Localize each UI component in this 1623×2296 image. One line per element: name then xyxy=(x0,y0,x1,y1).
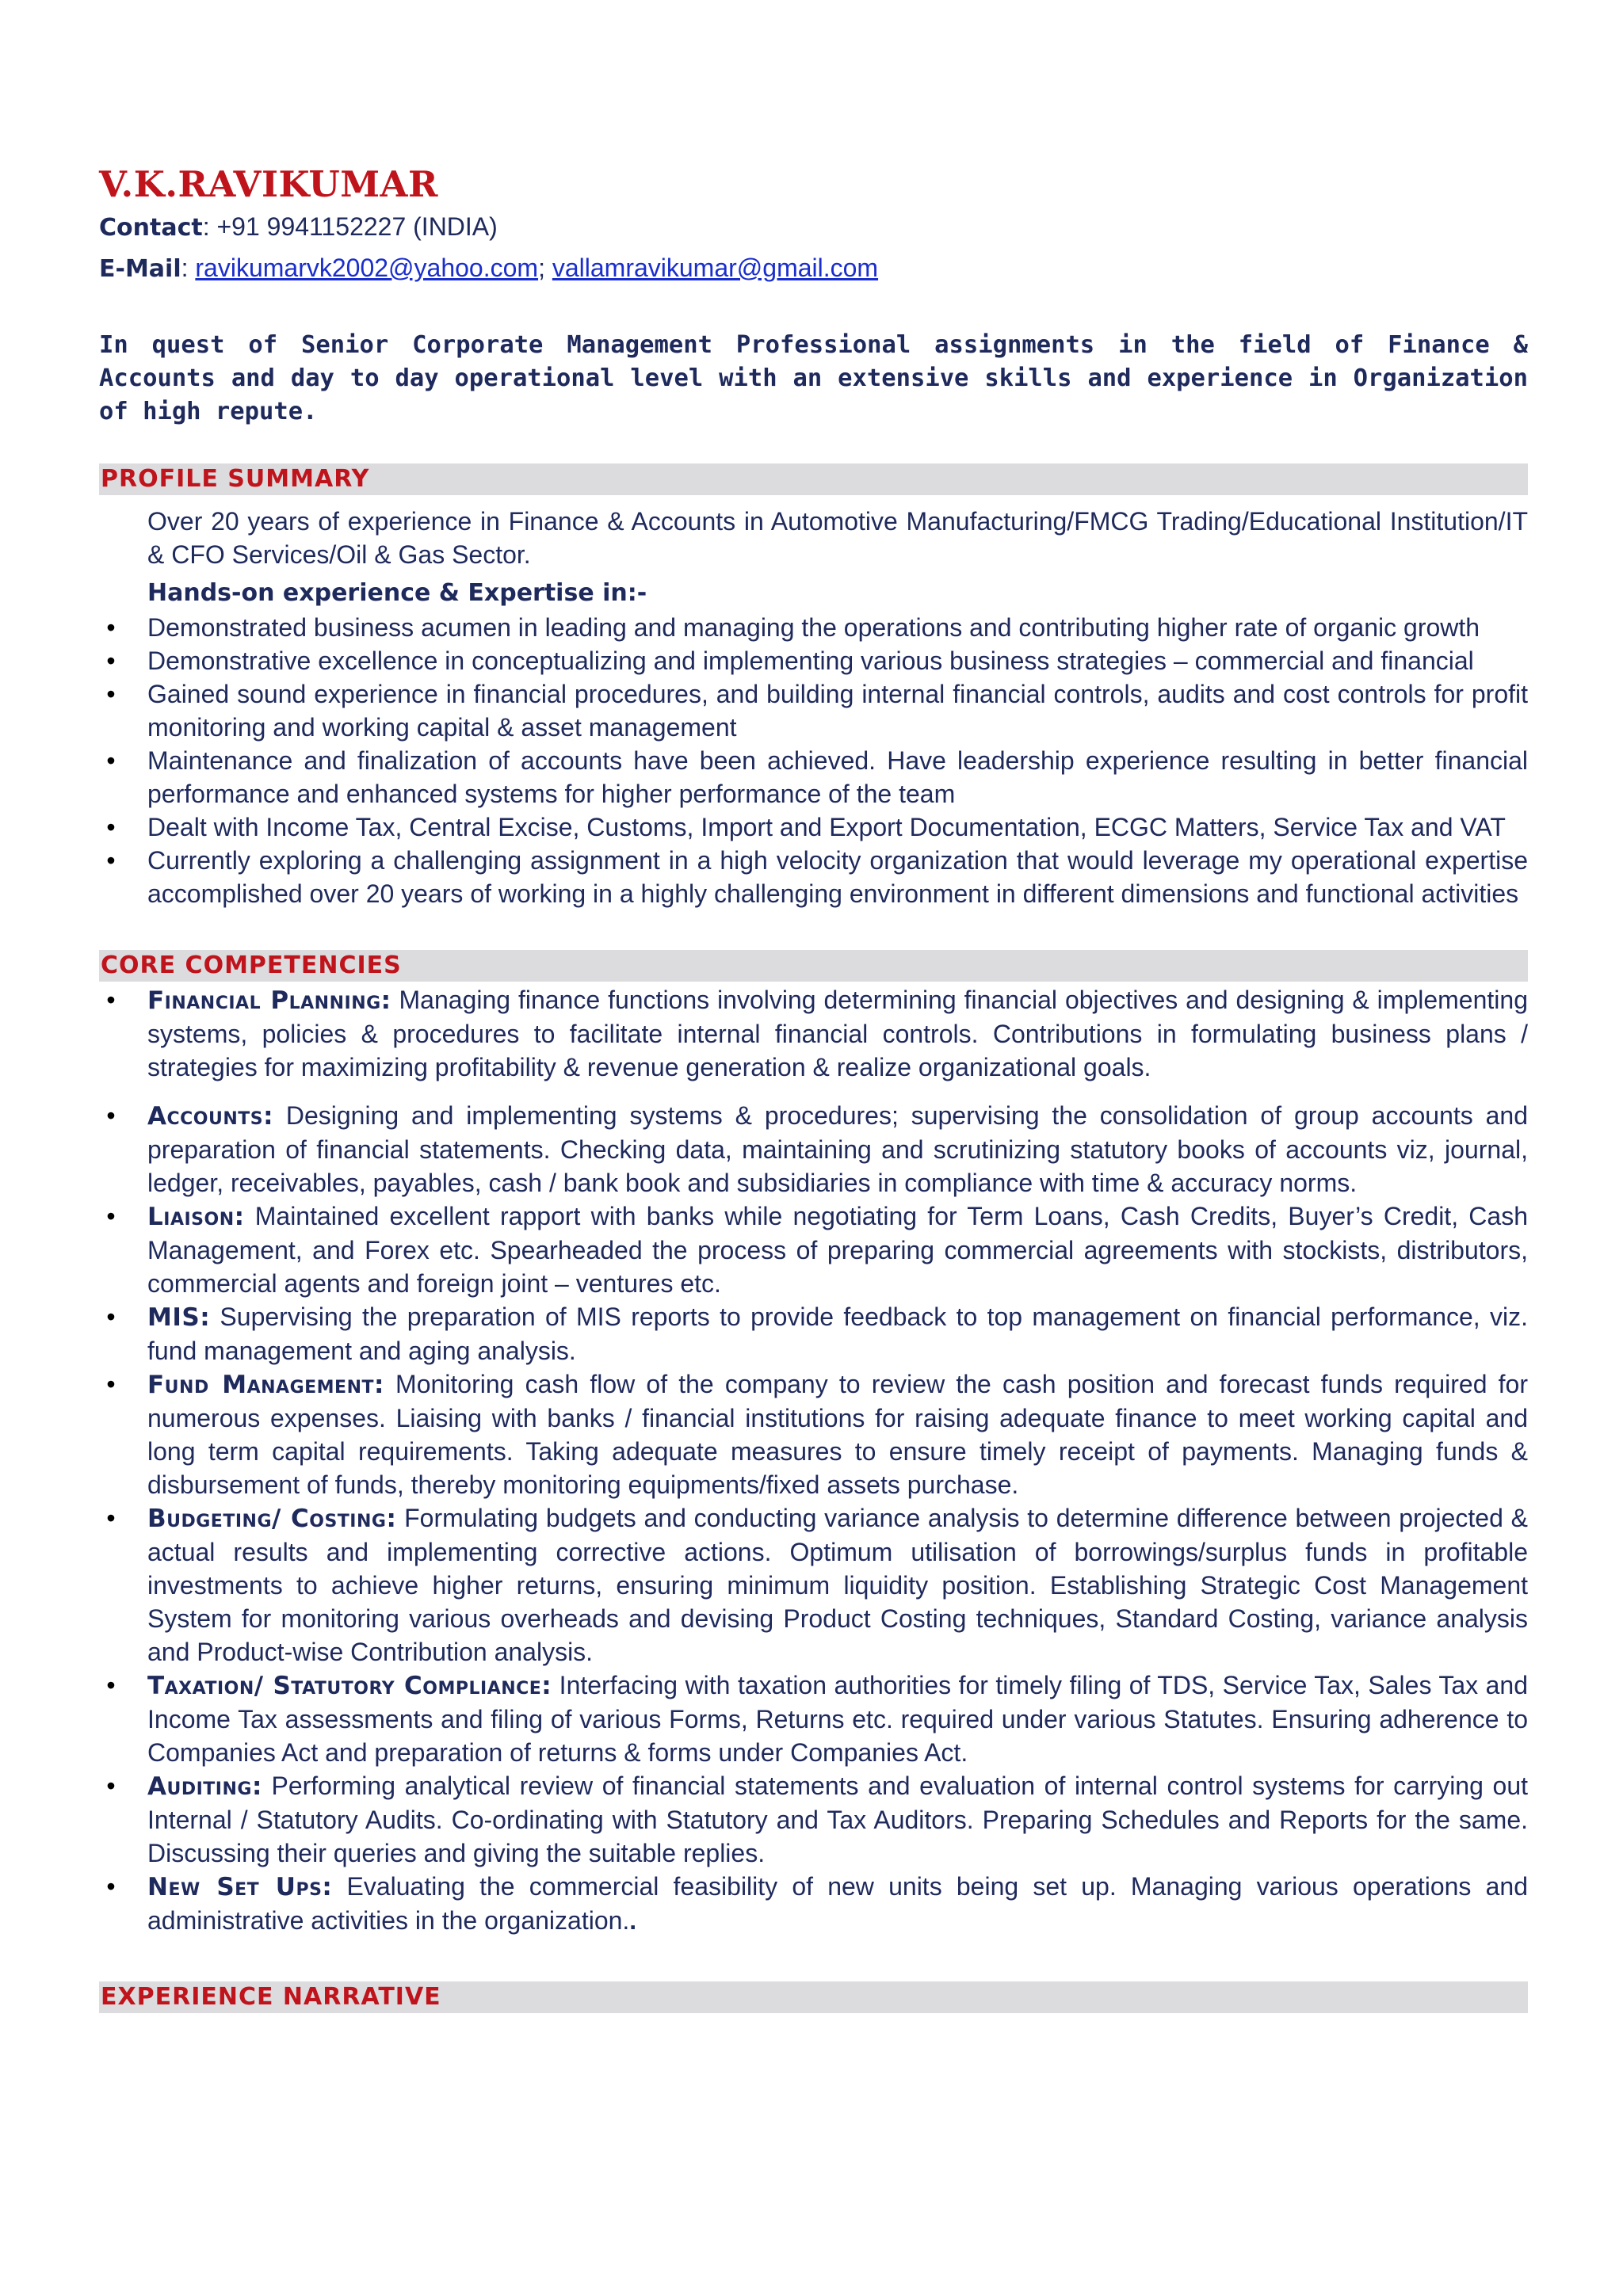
bullet-icon: • xyxy=(106,813,116,841)
list-item: • Gained sound experience in financial procedures, and building internal financial controls, audits and cost controls for profit monitoring and working capital & asset management xyxy=(99,677,1528,744)
email-label: E-Mail xyxy=(99,255,181,283)
contact-label: Contact xyxy=(99,214,203,242)
competency-item-new-set-ups: • New Set Ups: Evaluating the commercial feasibility of new units being set up. Managing various operations and administrative activities in the organization.. xyxy=(99,1870,1528,1937)
email-link-gmail[interactable]: vallamravikumar@gmail.com xyxy=(552,254,879,282)
profile-intro: Over 20 years of experience in Finance & Accounts in Automotive Manufacturing/FMCG Trading/Educational Institution/IT & CFO Services/Oil & Gas Sector. xyxy=(147,507,1528,569)
list-item: • Maintenance and finalization of accounts have been achieved. Have leadership experience resulting in better financial performance and enhanced systems for higher performance of the team xyxy=(99,744,1528,810)
career-objective: In quest of Senior Corporate Management Professional assignments in the field of Finance & Accounts and day to day operational level with an extensive skills and experience in Organization of high repute. xyxy=(99,331,1528,425)
profile-bullet-list xyxy=(99,611,1528,910)
list-item: • Demonstrated business acumen in leading and managing the operations and contributing higher rate of organic growth xyxy=(99,611,1528,644)
contact-phone: : +91 9941152227 (INDIA) xyxy=(202,212,498,241)
bullet-icon: • xyxy=(106,1504,116,1532)
bullet-icon: • xyxy=(106,746,116,775)
bullet-icon: • xyxy=(106,846,116,875)
section-heading-experience-narrative: EXPERIENCE NARRATIVE xyxy=(99,1981,1528,2013)
email-separator: ; xyxy=(538,254,552,282)
final-period: . xyxy=(629,1906,637,1935)
section-heading-core-competencies: CORE COMPETENCIES xyxy=(99,950,1528,982)
contact-line xyxy=(99,207,1528,248)
bullet-icon: • xyxy=(106,646,116,675)
competency-item-taxation: • Taxation/ Statutory Compliance: Interfacing with taxation authorities for timely filing of TDS, Service Tax, Sales Tax and Income Tax assessments and filing of various Forms, Returns etc. required under various Statutes. Ensuring adherence to Companies Act and preparation of returns & forms under Companies Act. xyxy=(99,1669,1528,1769)
email-line xyxy=(99,248,1528,289)
email-link-yahoo[interactable]: ravikumarvk2002@yahoo.com xyxy=(195,254,539,282)
competency-item-budgeting-costing: • Budgeting/ Costing: Formulating budgets and conducting variance analysis to determine difference between projected & actual results and implementing corrective actions. Optimum utilisation of borrowings/surplus funds in profitable investments to achieve higher returns, ensuring minimum liquidity position. Establishing Strategic Cost Management System for monitoring various overheads and devising Product Costing techniques, Standard Costing, variance analysis and Product-wise Contribution analysis. xyxy=(99,1501,1528,1669)
bullet-icon: • xyxy=(106,986,116,1014)
bullet-icon: • xyxy=(106,1302,116,1331)
resume-page xyxy=(99,162,1528,2013)
email-separator: : xyxy=(181,254,196,282)
candidate-name: V.K.RAVIKUMAR xyxy=(99,163,438,205)
list-item: • Currently exploring a challenging assignment in a high velocity organization that would leverage my operational expertise accomplished over 20 years of working in a highly challenging environment in different dimensions and functional activities xyxy=(99,844,1528,910)
profile-subheading: Hands-on experience & Expertise in:- xyxy=(147,579,647,607)
competency-item-accounts: • Accounts: Designing and implementing systems & procedures; supervising the consolidation of group accounts and preparation of financial statements. Checking data, maintaining and scrutinizing statutory books of accounts viz, journal, ledger, receivables, payables, cash / bank book and subsidiaries in compliance with time & accuracy norms. xyxy=(99,1099,1528,1199)
bullet-icon: • xyxy=(106,1872,116,1901)
list-item: • Demonstrative excellence in conceptualizing and implementing various business strategies – commercial and financial xyxy=(99,644,1528,677)
section-heading-profile-summary: PROFILE SUMMARY xyxy=(99,463,1528,495)
bullet-icon: • xyxy=(106,1101,116,1130)
bullet-icon: • xyxy=(106,680,116,708)
competency-item-fund-management: • Fund Management: Monitoring cash flow of the company to review the cash position and forecast funds required for numerous expenses. Liaising with banks / financial institutions for raising adequate finance to meet working capital and long term capital requirements. Taking adequate measures to ensure timely receipt of payments. Managing funds & disbursement of funds, thereby monitoring equipments/fixed assets purchase. xyxy=(99,1367,1528,1501)
bullet-icon: • xyxy=(106,1370,116,1398)
competency-item-financial-planning: • Financial Planning: Managing finance functions involving determining financial objectives and designing & implementing systems, policies & procedures to facilitate internal financial controls. Contributions in formulating business plans / strategies for maximizing profitability & revenue generation & realize organizational goals. xyxy=(99,983,1528,1084)
bullet-icon: • xyxy=(106,1772,116,1800)
bullet-icon: • xyxy=(106,1202,116,1230)
list-item: • Dealt with Income Tax, Central Excise, Customs, Import and Export Documentation, ECGC Matters, Service Tax and VAT xyxy=(99,810,1528,844)
bullet-icon: • xyxy=(106,613,116,642)
competency-item-liaison: • Liaison: Maintained excellent rapport with banks while negotiating for Term Loans, Cash Credits, Buyer’s Credit, Cash Management, and Forex etc. Spearheaded the process of preparing commercial agreements with stockists, distributors, commercial agents and foreign joint – ventures etc. xyxy=(99,1199,1528,1300)
competency-item-auditing: • Auditing: Performing analytical review of financial statements and evaluation of internal control systems for carrying out Internal / Statutory Audits. Co-ordinating with Statutory and Tax Auditors. Preparing Schedules and Reports for the same. Discussing their queries and giving the suitable replies. xyxy=(99,1769,1528,1870)
bullet-icon: • xyxy=(106,1671,116,1699)
competency-list xyxy=(99,983,1528,1937)
competency-item-mis: • MIS: Supervising the preparation of MIS reports to provide feedback to top management on financial performance, viz. fund management and aging analysis. xyxy=(99,1300,1528,1367)
